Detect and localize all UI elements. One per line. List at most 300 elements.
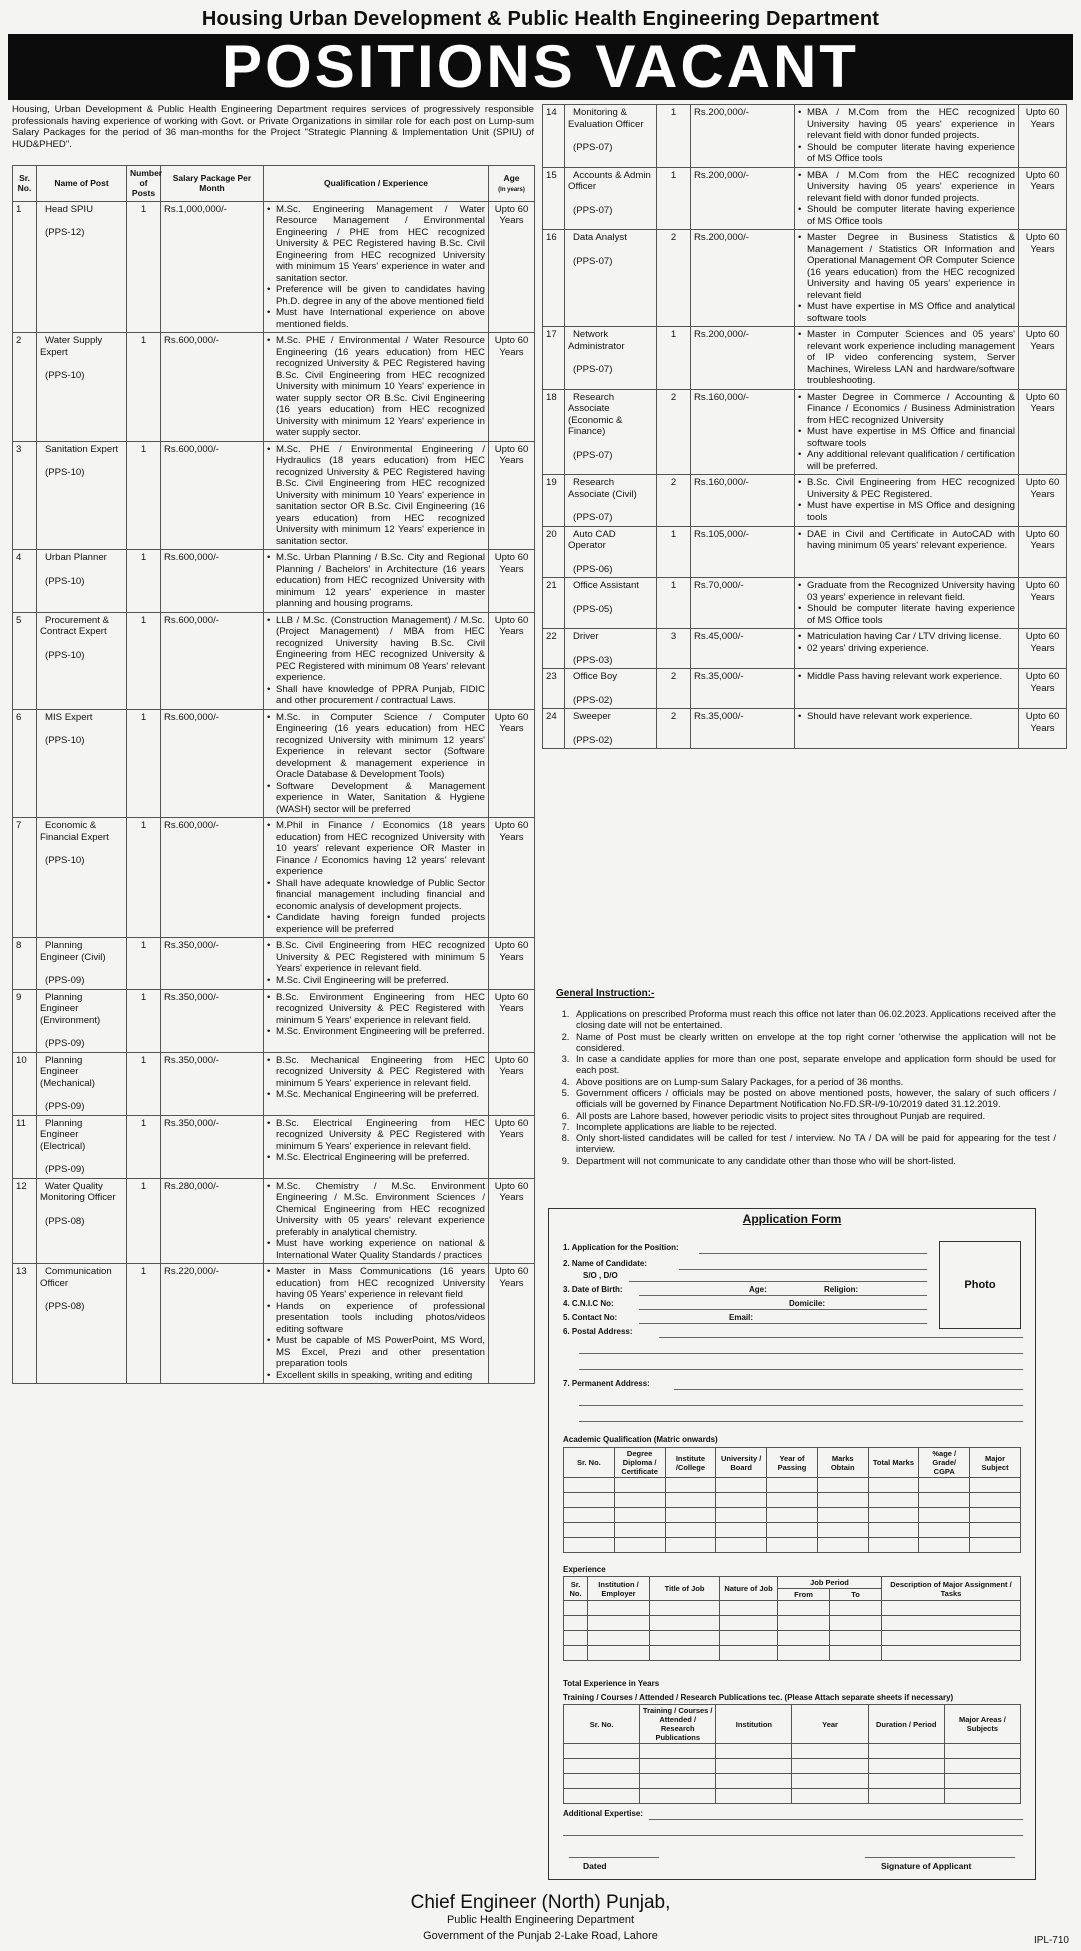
form-table-cell[interactable] (830, 1601, 882, 1616)
application-form (548, 1208, 1036, 1880)
form-table-cell[interactable] (830, 1616, 882, 1631)
post-name: Office Assistant (573, 580, 639, 591)
number-of-posts: 1 (127, 201, 161, 333)
additional-expertise-label: Additional Expertise: (563, 1809, 644, 1818)
form-table-cell[interactable] (640, 1789, 716, 1804)
form-table-cell[interactable] (778, 1646, 830, 1661)
field-postal-line-3[interactable] (579, 1369, 1023, 1370)
qualification-list (798, 671, 1015, 683)
form-table-cell[interactable] (792, 1759, 868, 1774)
form-table-cell[interactable] (720, 1616, 778, 1631)
qualification-cell (264, 989, 489, 1052)
form-table-cell[interactable] (716, 1508, 767, 1523)
post-name-cell (37, 1178, 127, 1264)
form-table-cell[interactable] (767, 1478, 818, 1493)
position-row (543, 230, 1067, 327)
qualification-cell (795, 230, 1019, 327)
exp-header-institution: Institution / Employer (588, 1577, 650, 1601)
sr-no: 9 (13, 989, 37, 1052)
salary-package: Rs.350,000/- (161, 938, 264, 990)
form-table-cell[interactable] (944, 1789, 1020, 1804)
field-dob-line[interactable] (639, 1295, 927, 1296)
post-name: Network Administrator (568, 329, 625, 352)
post-name: Data Analyst (573, 232, 627, 243)
form-table-cell[interactable] (970, 1478, 1021, 1493)
field-candidate-line[interactable] (679, 1269, 927, 1270)
form-table-cell[interactable] (614, 1523, 665, 1538)
form-table-header: Marks Obtain (817, 1448, 868, 1478)
qualification-list (267, 335, 485, 439)
form-table-cell[interactable] (650, 1631, 720, 1646)
number-of-posts: 3 (657, 629, 691, 669)
qualification-list (267, 1266, 485, 1381)
training-table (563, 1704, 1021, 1804)
form-table-cell[interactable] (564, 1759, 640, 1774)
position-row (543, 105, 1067, 168)
form-table-cell[interactable] (944, 1774, 1020, 1789)
position-row (543, 629, 1067, 669)
qualification-item: • MBA / M.Com from the HEC recognized University having 05 years' experience in relevant field with donor funded projects. (798, 170, 1015, 205)
qualification-item: • B.Sc. Electrical Engineering from HEC recognized University & PEC Registered with minimum 5 Years' experience in relevant field. (267, 1118, 485, 1153)
pps-grade: (PPS-09) (45, 1164, 85, 1176)
form-table-cell[interactable] (564, 1493, 615, 1508)
post-name: Planning Engineer (Electrical) (40, 1117, 86, 1152)
post-name: Water Quality Monitoring Officer (40, 1180, 116, 1204)
age-limit: Upto 60 Years (1019, 709, 1067, 749)
post-name: Sweeper (573, 711, 611, 722)
field-religion-label: Religion: (824, 1285, 859, 1294)
form-table-cell[interactable] (564, 1538, 615, 1553)
field-permanent-line-3[interactable] (579, 1421, 1023, 1422)
qualification-list (798, 477, 1015, 523)
instruction-item: 6. All posts are Lahore based, however periodic visits to project sites throughout Punjab are required. (572, 1110, 1056, 1121)
form-table-cell[interactable] (817, 1493, 868, 1508)
form-table-cell[interactable] (882, 1631, 1021, 1646)
qualification-list (267, 204, 485, 331)
form-table-header: Sr. No. (564, 1448, 615, 1478)
form-table-cell[interactable] (716, 1759, 792, 1774)
form-table-cell[interactable] (868, 1744, 944, 1759)
form-table-cell[interactable] (564, 1631, 588, 1646)
sr-no: 8 (13, 938, 37, 990)
form-table-cell[interactable] (716, 1538, 767, 1553)
age-limit: Upto 60 Years (489, 818, 535, 938)
form-table-cell[interactable] (716, 1789, 792, 1804)
number-of-posts: 1 (657, 167, 691, 230)
form-table-cell[interactable] (817, 1538, 868, 1553)
qualification-item: • Preference will be given to candidates having Ph.D. degree in any of the above mentioned field (267, 284, 485, 307)
form-table-cell[interactable] (716, 1774, 792, 1789)
post-name-cell (37, 709, 127, 818)
form-table-cell[interactable] (868, 1493, 919, 1508)
instruction-item: 8. Only short-listed candidates will be called for test / interview. No TA / DA will be paid for appearing for the test / interview. (572, 1132, 1056, 1155)
pps-grade: (PPS-07) (573, 512, 613, 523)
qualification-list (267, 552, 485, 610)
age-limit: Upto 60 Years (489, 1264, 535, 1384)
pps-grade: (PPS-07) (573, 142, 613, 153)
positions-vacant-banner: POSITIONS VACANT (8, 34, 1073, 100)
age-limit: Upto 60 Years (1019, 105, 1067, 168)
exp-header-description: Description of Major Assignment / Tasks (882, 1577, 1021, 1601)
sr-no: 4 (13, 550, 37, 613)
post-name-cell (565, 389, 657, 475)
exp-header-nature: Nature of Job (720, 1577, 778, 1601)
number-of-posts: 2 (657, 709, 691, 749)
form-table-cell[interactable] (564, 1744, 640, 1759)
form-table-cell[interactable] (767, 1493, 818, 1508)
pps-grade: (PPS-07) (573, 364, 613, 375)
position-row (13, 1052, 535, 1115)
form-table-cell[interactable] (716, 1744, 792, 1759)
general-instructions-title: General Instruction:- (556, 988, 655, 999)
form-table-row (564, 1616, 1021, 1631)
instruction-item: 7. Incomplete applications are liable to be rejected. (572, 1121, 1056, 1132)
additional-expertise-line-2[interactable] (563, 1835, 1023, 1836)
salary-package: Rs.200,000/- (691, 327, 795, 390)
number-of-posts: 2 (657, 389, 691, 475)
form-table-cell[interactable] (767, 1508, 818, 1523)
position-row (13, 550, 535, 613)
form-table-cell[interactable] (720, 1631, 778, 1646)
salary-package: Rs.1,000,000/- (161, 201, 264, 333)
form-table-cell[interactable] (564, 1789, 640, 1804)
qualification-item: • Shall have adequate knowledge of Public Sector financial management including financial and economic analysis of development projects. (267, 878, 485, 913)
instruction-item: 9. Department will not communicate to any candidate other than those who will be short-listed. (572, 1155, 1056, 1166)
form-table-cell[interactable] (919, 1508, 970, 1523)
form-table-cell[interactable] (564, 1601, 588, 1616)
salary-package: Rs.280,000/- (161, 1178, 264, 1264)
qualification-item: • M.Sc. PHE / Environmental / Water Resource Engineering (16 years education) from HEC recognized University & PEC Registered having B.Sc. Civil Engineering from HEC recognized University with minimum 10 Years' experience in water supply sector OR B.Sc. Civil Engineering (16 years education) from HEC recognized University with minimum 12 Years' experience in water supply sector. (267, 335, 485, 439)
form-table-cell[interactable] (650, 1601, 720, 1616)
form-table-cell[interactable] (868, 1478, 919, 1493)
post-name-cell (565, 629, 657, 669)
form-table-cell[interactable] (564, 1616, 588, 1631)
form-table-cell[interactable] (614, 1493, 665, 1508)
qualification-item: • M.Sc. Urban Planning / B.Sc. City and Regional Planning / Bachelors' in Architecture (16 years education) from HEC recognized University with minimum 12 years' experience in master planning and housing programs. (267, 552, 485, 610)
form-table-cell[interactable] (970, 1493, 1021, 1508)
salary-package: Rs.600,000/- (161, 333, 264, 442)
age-limit: Upto 60 Years (1019, 389, 1067, 475)
qualification-list (267, 940, 485, 986)
form-table-cell[interactable] (720, 1646, 778, 1661)
number-of-posts: 1 (127, 1264, 161, 1384)
chief-engineer: Chief Engineer (North) Punjab, (410, 1892, 671, 1913)
qualification-item: • Master Degree in Business Statistics & Management / Statistics OR Information and Operational Management OR Computer Science (16 years education) from the HEC recognized University and having 05 years' experience in relevant field (798, 232, 1015, 301)
qualification-cell (264, 938, 489, 990)
qualification-list (267, 820, 485, 935)
number-of-posts: 1 (127, 989, 161, 1052)
qualification-cell (795, 167, 1019, 230)
form-table-row (564, 1774, 1021, 1789)
form-table-cell[interactable] (640, 1774, 716, 1789)
form-table-cell[interactable] (817, 1478, 868, 1493)
position-row (13, 201, 535, 333)
form-table-cell[interactable] (830, 1631, 882, 1646)
form-table-cell[interactable] (720, 1601, 778, 1616)
position-row (13, 938, 535, 990)
form-table-cell[interactable] (817, 1508, 868, 1523)
header-name: Name of Post (37, 166, 127, 202)
form-table-cell[interactable] (919, 1478, 970, 1493)
form-table-cell[interactable] (614, 1508, 665, 1523)
age-limit: Upto 60 Years (1019, 327, 1067, 390)
form-table-cell[interactable] (919, 1538, 970, 1553)
form-table-cell[interactable] (970, 1523, 1021, 1538)
experience-title: Experience (563, 1565, 606, 1574)
form-table-cell[interactable] (817, 1523, 868, 1538)
pps-grade: (PPS-08) (45, 1301, 85, 1313)
field-so-line[interactable] (629, 1281, 927, 1282)
signature-line[interactable] (865, 1857, 1015, 1858)
qualification-item: • M.Phil in Finance / Economics (18 years education) from HEC recognized University with 10 years' relevant experience OR Master in Finance / Economics having 12 years' relevant experience (267, 820, 485, 878)
qualification-list (267, 992, 485, 1038)
general-instructions-list (556, 1008, 1056, 1166)
qualification-cell (264, 333, 489, 442)
form-table-cell[interactable] (564, 1523, 615, 1538)
field-postal-label: 6. Postal Address: (563, 1327, 633, 1336)
qualification-cell (264, 1115, 489, 1178)
position-row (13, 709, 535, 818)
age-limit: Upto 60 Years (489, 938, 535, 990)
qualification-cell (795, 578, 1019, 629)
qualification-item: • LLB / M.Sc. (Construction Management) / M.Sc. (Project Management) / MBA from HEC recognized University having B.Sc. Civil Engineering from HEC recognized University & PEC Registered with minimum 08 Years' relevant experience. (267, 615, 485, 684)
pps-grade: (PPS-10) (45, 370, 85, 382)
form-table-header: Institution (716, 1705, 792, 1744)
application-form-title: Application Form (742, 1212, 842, 1226)
form-table-cell[interactable] (564, 1646, 588, 1661)
qualification-list (798, 329, 1015, 387)
number-of-posts: 1 (127, 333, 161, 442)
qualification-cell (795, 526, 1019, 578)
form-table-cell[interactable] (650, 1616, 720, 1631)
form-table-cell[interactable] (792, 1774, 868, 1789)
pps-grade: (PPS-06) (573, 563, 613, 575)
intro-paragraph: Housing, Urban Development & Public Health Engineering Department requires services of progressively responsible professionals having experience of working with Govt. or Private Organizations in similar role for each post on Lump-sum Salary Packages for the period of 36 man-months for the Project "Strategic Planning & Implementation Unit (SPIU) of HUD&PHED". (12, 104, 534, 151)
qualification-cell (795, 629, 1019, 669)
qualification-cell (264, 1052, 489, 1115)
pps-grade: (PPS-08) (45, 1215, 85, 1227)
pps-grade: (PPS-02) (573, 734, 613, 746)
qualification-item: • Matriculation having Car / LTV driving license. (798, 631, 1015, 643)
qualification-list (798, 232, 1015, 324)
qualification-cell (264, 818, 489, 938)
form-table-cell[interactable] (919, 1493, 970, 1508)
form-table-cell[interactable] (868, 1538, 919, 1553)
age-limit: Upto 60 Years (489, 201, 535, 333)
age-limit: Upto 60 Years (489, 441, 535, 550)
field-contact-label: 5. Contact No: (563, 1313, 618, 1322)
form-table-cell[interactable] (665, 1523, 716, 1538)
form-table-cell[interactable] (778, 1631, 830, 1646)
form-table-cell[interactable] (944, 1759, 1020, 1774)
instruction-item: 5. Government officers / officials may be posted on above mentioned posts, however, the salary of such officers / officials will be governed by Finance Department Notification No.FD.SR-I/9-10/2019 dated 31.12.2019. (572, 1087, 1056, 1110)
form-table-cell[interactable] (640, 1759, 716, 1774)
field-dob-label: 3. Date of Birth: (563, 1285, 623, 1294)
form-table-cell[interactable] (588, 1601, 650, 1616)
post-name: Driver (573, 631, 599, 642)
header-qualification: Qualification / Experience (264, 166, 489, 202)
form-table-cell[interactable] (640, 1744, 716, 1759)
pps-grade: (PPS-10) (45, 467, 85, 479)
form-table-cell[interactable] (778, 1601, 830, 1616)
qualification-list (267, 712, 485, 816)
form-table-cell[interactable] (792, 1744, 868, 1759)
form-table-cell[interactable] (970, 1508, 1021, 1523)
academic-table (563, 1447, 1021, 1553)
academic-title: Academic Qualification (Matric onwards) (563, 1435, 718, 1444)
exp-header-sr: Sr. No. (564, 1577, 588, 1601)
pps-grade: (PPS-10) (45, 649, 85, 661)
qualification-list (798, 529, 1015, 552)
field-domicile-label: Domicile: (789, 1299, 826, 1308)
form-table-cell[interactable] (868, 1523, 919, 1538)
form-table-cell[interactable] (650, 1646, 720, 1661)
exp-header-to: To (830, 1589, 882, 1601)
form-table-cell[interactable] (588, 1616, 650, 1631)
field-cnic-line[interactable] (639, 1309, 927, 1310)
post-name-cell (37, 989, 127, 1052)
form-table-cell[interactable] (665, 1538, 716, 1553)
form-table-cell[interactable] (882, 1616, 1021, 1631)
salary-package: Rs.220,000/- (161, 1264, 264, 1384)
department-title: Housing Urban Development & Public Health Engineering Department (201, 8, 880, 30)
sr-no: 5 (13, 612, 37, 709)
additional-expertise-line-1[interactable] (649, 1819, 1023, 1820)
field-permanent-line-2[interactable] (579, 1405, 1023, 1406)
form-table-cell[interactable] (716, 1478, 767, 1493)
field-position-line[interactable] (699, 1253, 927, 1254)
qualification-list (798, 711, 1015, 723)
position-row (543, 389, 1067, 475)
number-of-posts: 1 (127, 818, 161, 938)
form-table-cell[interactable] (564, 1478, 615, 1493)
qualification-cell (264, 550, 489, 613)
total-experience-label: Total Experience in Years (563, 1679, 660, 1688)
position-row (13, 333, 535, 442)
positions-table-left (12, 165, 535, 1384)
pps-grade: (PPS-05) (573, 603, 613, 615)
post-name: Office Boy (573, 671, 618, 682)
form-table-cell[interactable] (665, 1508, 716, 1523)
qualification-cell (264, 441, 489, 550)
sr-no: 16 (543, 230, 565, 327)
field-candidate-label: 2. Name of Candidate: (563, 1259, 648, 1268)
qualification-item: • Must have expertise in MS Office and financial software tools (798, 426, 1015, 449)
form-table-cell[interactable] (868, 1508, 919, 1523)
qualification-item: • Candidate having foreign funded projects experience will be preferred (267, 912, 485, 935)
form-table-cell[interactable] (767, 1538, 818, 1553)
form-table-cell[interactable] (868, 1774, 944, 1789)
form-table-cell[interactable] (882, 1601, 1021, 1616)
form-table-row (564, 1601, 1021, 1616)
qualification-item: • Must be capable of MS PowerPoint, MS Word, MS Excel, Prezi and other presentation preparation tools (267, 1335, 485, 1370)
position-row (13, 1178, 535, 1264)
pps-grade: (PPS-09) (45, 1101, 85, 1113)
form-table-cell[interactable] (868, 1789, 944, 1804)
post-name: Sanitation Expert (45, 443, 119, 455)
form-table-cell[interactable] (830, 1646, 882, 1661)
form-table-cell[interactable] (767, 1523, 818, 1538)
form-table-cell[interactable] (716, 1523, 767, 1538)
position-row (543, 669, 1067, 709)
form-table-cell[interactable] (665, 1493, 716, 1508)
qualification-item: • Excellent skills in speaking, writing and editing (267, 1370, 485, 1382)
footer-department: Public Health Engineering Department (446, 1914, 635, 1926)
form-table-header: Training / Courses / Attended / Research Publications (640, 1705, 716, 1744)
form-table-cell[interactable] (716, 1493, 767, 1508)
form-table-cell[interactable] (868, 1759, 944, 1774)
form-table-cell[interactable] (970, 1538, 1021, 1553)
qualification-item: • B.Sc. Mechanical Engineering from HEC recognized University & PEC Registered with minimum 5 Years' experience in relevant field. (267, 1055, 485, 1090)
sr-no: 21 (543, 578, 565, 629)
qualification-item: • M.Sc. Civil Engineering will be preferred. (267, 975, 485, 987)
salary-package: Rs.200,000/- (691, 167, 795, 230)
age-limit: Upto 60 Years (489, 333, 535, 442)
qualification-list (798, 392, 1015, 473)
qualification-list (798, 631, 1015, 654)
pps-grade: (PPS-02) (573, 694, 613, 706)
post-name-cell (565, 578, 657, 629)
sr-no: 3 (13, 441, 37, 550)
post-name-cell (37, 333, 127, 442)
qualification-item: • M.Sc. Environment Engineering will be preferred. (267, 1026, 485, 1038)
qualification-cell (264, 201, 489, 333)
sr-no: 18 (543, 389, 565, 475)
number-of-posts: 1 (127, 709, 161, 818)
form-table-cell[interactable] (614, 1478, 665, 1493)
post-name-cell (565, 230, 657, 327)
form-table-cell[interactable] (792, 1789, 868, 1804)
post-name: MIS Expert (45, 711, 93, 723)
salary-package: Rs.200,000/- (691, 105, 795, 168)
form-table-cell[interactable] (919, 1523, 970, 1538)
number-of-posts: 1 (127, 1115, 161, 1178)
post-name: Planning Engineer (Environment) (40, 991, 101, 1026)
form-table-header: Major Areas / Subjects (944, 1705, 1020, 1744)
qualification-cell (795, 389, 1019, 475)
form-table-cell[interactable] (588, 1646, 650, 1661)
salary-package: Rs.600,000/- (161, 709, 264, 818)
form-table-row (564, 1789, 1021, 1804)
experience-table (563, 1576, 1021, 1661)
field-postal-line-2[interactable] (579, 1353, 1023, 1354)
qualification-item: • Master Degree in Commerce / Accounting & Finance / Economics / Business Administration from HEC recognized University (798, 392, 1015, 427)
qualification-cell (264, 709, 489, 818)
qualification-item: • M.Sc. in Computer Science / Computer Engineering (16 years education) from HEC recognized University with minimum 12 years' Experience in relevant sector (Software development & management experience in Oracle Database & Development Tools) (267, 712, 485, 781)
form-table-cell[interactable] (614, 1538, 665, 1553)
form-table-cell[interactable] (564, 1774, 640, 1789)
pps-grade: (PPS-10) (45, 735, 85, 747)
form-table-cell[interactable] (564, 1508, 615, 1523)
instruction-item: 2. Name of Post must be clearly written on envelope at the top right corner 'otherwise the application will not be considered. (572, 1031, 1056, 1054)
field-permanent-line-1[interactable] (674, 1389, 1023, 1390)
qualification-item: • M.Sc. Engineering Management / Water Resource Management / Environmental Engineering / PHE from HEC recognized University & PEC Registered having B.Sc. Civil Engineering from HEC recognized University with minimum 15 Years' experience in water and sanitation sector. (267, 204, 485, 285)
form-table-cell[interactable] (778, 1616, 830, 1631)
sr-no: 6 (13, 709, 37, 818)
form-table-cell[interactable] (665, 1478, 716, 1493)
form-table-cell[interactable] (882, 1646, 1021, 1661)
form-table-cell[interactable] (944, 1744, 1020, 1759)
qualification-list (267, 615, 485, 707)
field-contact-line[interactable] (639, 1323, 927, 1324)
post-name: Monitoring & Evaluation Officer (568, 107, 644, 130)
dated-line[interactable] (569, 1857, 659, 1858)
sr-no: 11 (13, 1115, 37, 1178)
position-row (543, 526, 1067, 578)
post-name-cell (37, 1052, 127, 1115)
field-postal-line-1[interactable] (659, 1337, 1023, 1338)
form-table-cell[interactable] (588, 1631, 650, 1646)
